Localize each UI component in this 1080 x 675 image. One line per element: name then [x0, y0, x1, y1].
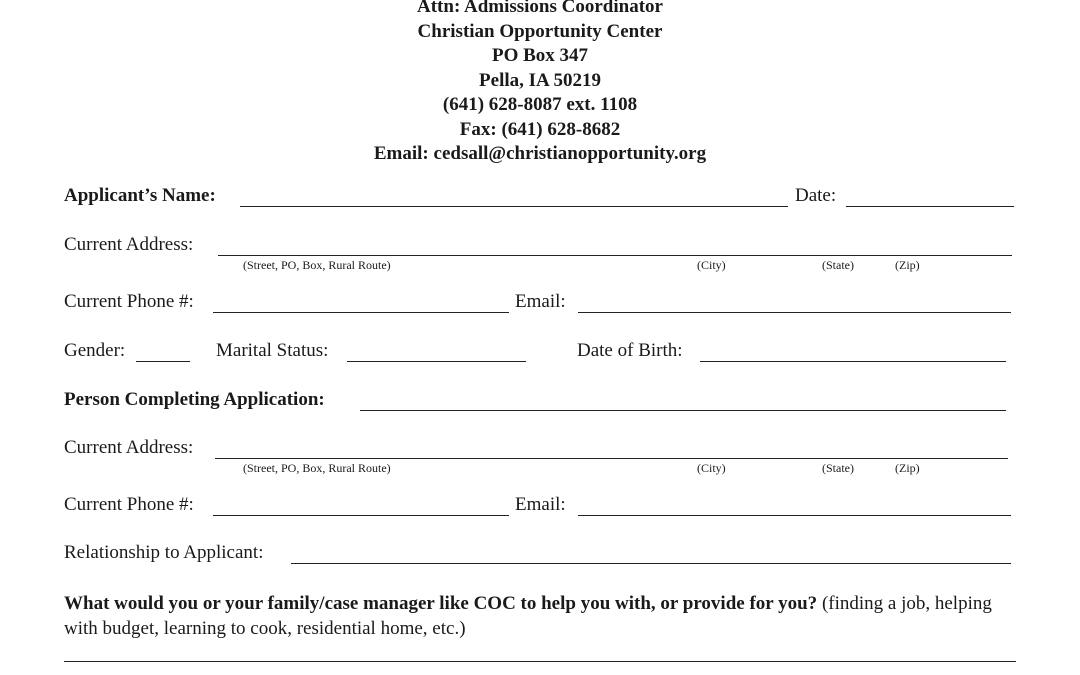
- date-field[interactable]: [846, 206, 1014, 207]
- completer-email-label: Email:: [515, 494, 566, 515]
- applicant-phone-label: Current Phone #:: [64, 291, 194, 312]
- completer-address-hint-street: (Street, PO, Box, Rural Route): [243, 461, 391, 475]
- applicant-address-field[interactable]: [218, 255, 1012, 256]
- applicant-email-field[interactable]: [578, 312, 1011, 313]
- marital-status-field[interactable]: [347, 361, 526, 362]
- marital-status-label: Marital Status:: [216, 340, 329, 361]
- help-question-examples: (finding a job, helping with budget, learning to cook, residential home, etc.): [64, 593, 992, 639]
- applicant-address-hint-street: (Street, PO, Box, Rural Route): [243, 258, 391, 272]
- completer-address-label: Current Address:: [64, 437, 194, 458]
- applicant-address-hint-city: (City): [697, 258, 726, 272]
- applicant-phone-field[interactable]: [213, 312, 509, 313]
- applicant-name-label: Applicant’s Name:: [64, 185, 216, 206]
- completer-phone-label: Current Phone #:: [64, 494, 194, 515]
- completer-address-hint-state: (State): [822, 461, 854, 475]
- completer-phone-field[interactable]: [213, 515, 509, 516]
- help-question-bold: What would you or your family/case manager like COC to help you with, or provide for you?: [64, 593, 818, 614]
- relationship-label: Relationship to Applicant:: [64, 542, 264, 563]
- relationship-field[interactable]: [291, 563, 1011, 564]
- date-label: Date:: [795, 185, 837, 206]
- gender-label: Gender:: [64, 340, 126, 361]
- applicant-email-label: Email:: [515, 291, 566, 312]
- header-email: Email: cedsall@christianopportunity.org: [373, 143, 707, 164]
- applicant-address-hint-zip: (Zip): [895, 258, 920, 272]
- help-answer-field[interactable]: [64, 661, 1016, 662]
- date-of-birth-label: Date of Birth:: [577, 340, 683, 361]
- applicant-address-hint-state: (State): [822, 258, 854, 272]
- completer-address-hint-zip: (Zip): [895, 461, 920, 475]
- person-completing-label: Person Completing Application:: [64, 389, 325, 410]
- header-po-box: PO Box 347: [491, 45, 589, 66]
- date-of-birth-field[interactable]: [700, 361, 1006, 362]
- applicant-name-field[interactable]: [240, 206, 788, 207]
- header-fax: Fax: (641) 628-8682: [459, 118, 621, 140]
- header-city-state: Pella, IA 50219: [479, 69, 601, 91]
- completer-email-field[interactable]: [578, 515, 1011, 516]
- gender-field[interactable]: [136, 361, 190, 362]
- applicant-address-label: Current Address:: [64, 234, 194, 255]
- header-phone: (641) 628-8087 ext. 1108: [442, 94, 638, 115]
- completer-address-hint-city: (City): [697, 461, 726, 475]
- form-header: [0, 0, 1080, 167]
- person-completing-field[interactable]: [360, 410, 1006, 411]
- help-question: [64, 591, 1024, 641]
- header-organization: Christian Opportunity Center: [417, 20, 663, 42]
- completer-address-field[interactable]: [215, 458, 1008, 459]
- header-attn: Attn: Admissions Coordinator: [417, 0, 663, 17]
